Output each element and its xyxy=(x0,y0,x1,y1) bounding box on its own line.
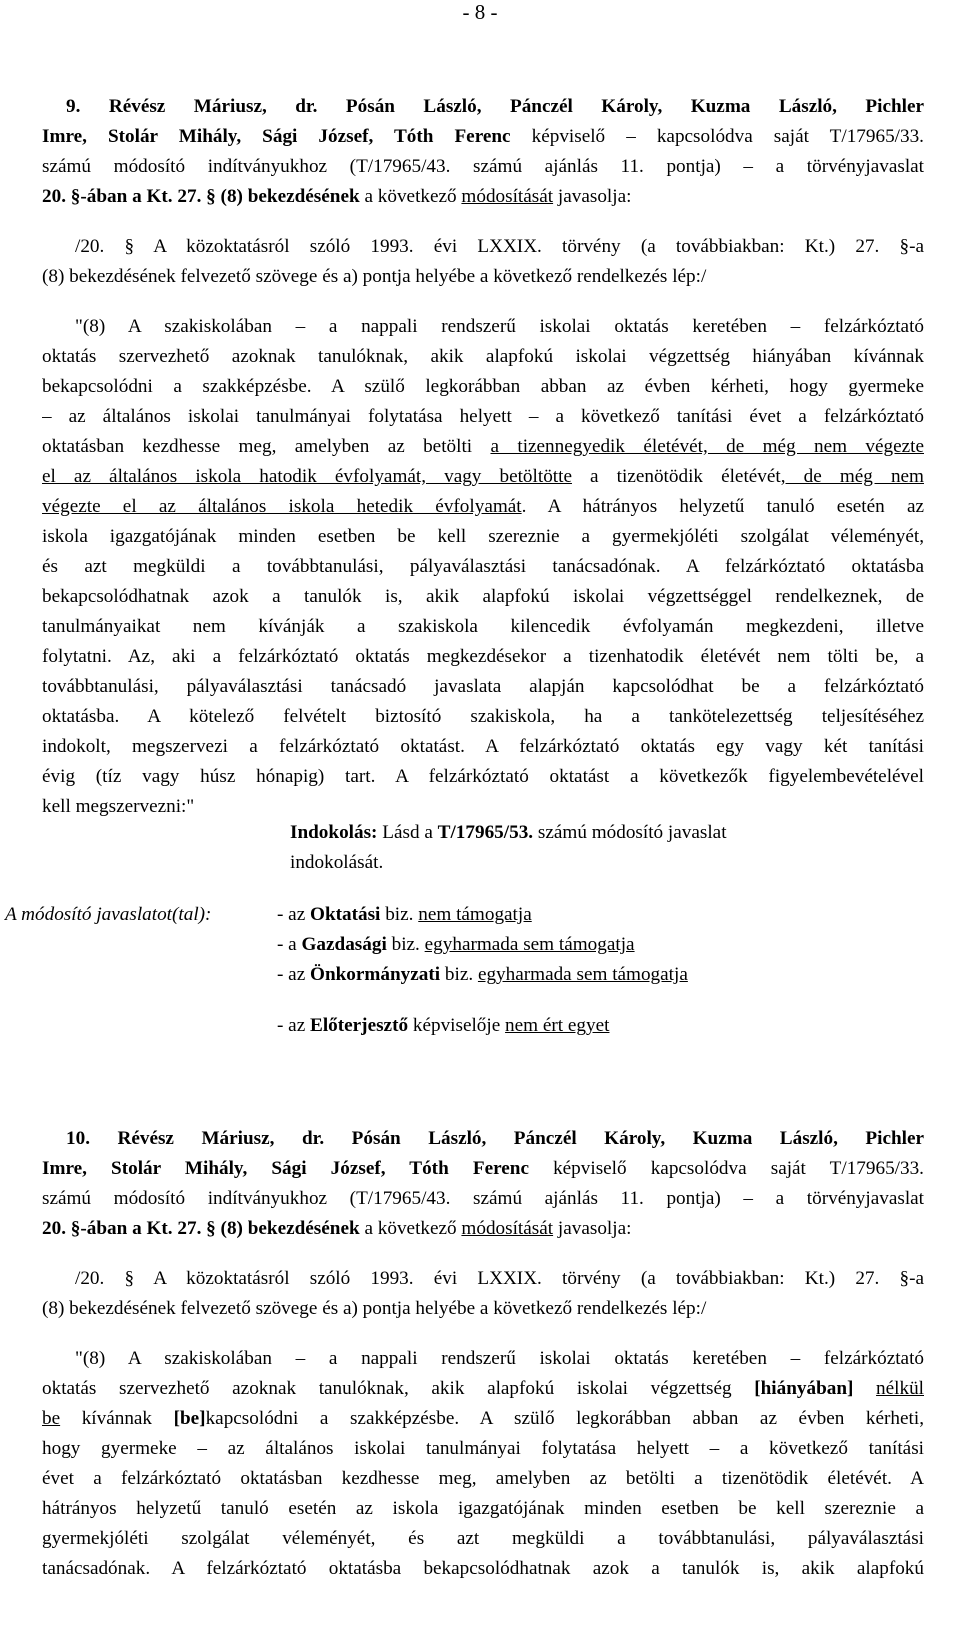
item-number: 9. xyxy=(66,96,81,117)
committee-vote: - a Gazdasági biz. egyharmada sem támogatja xyxy=(277,934,635,955)
amended-provision-line-2: (8) bekezdésének felvezető szövege és a) pontja helyébe a következő rendelkezés lép:/ xyxy=(42,1298,707,1319)
body-line: bekapcsolódhatnak azok a tanulók is, akik alapfokú iskolai végzettséggel rendelkeznek, de xyxy=(42,586,924,607)
body-line: folytatni. Az, aki a felzárkóztató oktatás megkezdésekor a tizenhatodik életévét nem tölti be, a xyxy=(42,646,924,667)
amended-provision-line-1: /20. § A közoktatásról szóló 1993. évi LXXIX. törvény (a továbbiakban: Kt.) 27. §-a xyxy=(75,236,924,257)
heading-line-2: Imre, Stolár Mihály, Sági József, Tóth Ferenc képviselő kapcsolódva saját T/17965/33. xyxy=(42,1158,924,1179)
committee-vote: - az Önkormányzati biz. egyharmada sem támogatja xyxy=(277,964,688,985)
authors: Imre, Stolár Mihály, Sági József, Tóth Ferenc xyxy=(42,1158,529,1179)
body-line: oktatás szervezhető azoknak tanulóknak, akik alapfokú iskolai végzettség [hiányában] nélkül xyxy=(42,1378,924,1399)
body-line: "(8) A szakiskolában – a nappali rendszerű iskolai oktatás keretében – felzárkóztató xyxy=(75,316,924,337)
body-line: továbbtanulási, pályaválasztási tanácsadó javaslata alapján kapcsolódhat be a felzárkóztató xyxy=(42,676,924,697)
body-line: tanulmányaikat nem kívánják a szakiskola kilencedik évfolyamán megkezdeni, illetve xyxy=(42,616,924,637)
body-line: oktatás szervezhető azoknak tanulóknak, akik alapfokú iskolai végzettség hiányában kívánnak xyxy=(42,346,924,367)
body-line: "(8) A szakiskolában – a nappali rendszerű iskolai oktatás keretében – felzárkóztató xyxy=(75,1348,924,1369)
item-number: 10. xyxy=(66,1128,90,1149)
section-reference: 20. §-ában a Kt. 27. § (8) bekezdésének xyxy=(42,186,360,207)
body-line: évet a felzárkóztató oktatásban kezdhesse meg, amelyben az betölti a tizenötödik életévét. A xyxy=(42,1468,924,1489)
amended-provision-line-1: /20. § A közoktatásról szóló 1993. évi LXXIX. törvény (a továbbiakban: Kt.) 27. §-a xyxy=(75,1268,924,1289)
justification: Indokolás: Lásd a T/17965/53. számú módosító javaslat xyxy=(290,822,727,843)
body-line: el az általános iskola hatodik évfolyamát, vagy betöltötte a tizenötödik életévét, de még nem xyxy=(42,466,924,487)
body-line: gyermekjóléti szolgálat véleményét, és azt megküldi a továbbtanulási, pályaválasztási xyxy=(42,1528,924,1549)
authors: Révész Máriusz, dr. Pósán László, Pánczél Károly, Kuzma László, Pichler xyxy=(108,96,924,117)
heading-line-1 xyxy=(66,92,924,122)
section-reference: 20. §-ában a Kt. 27. § (8) bekezdésének xyxy=(42,1218,360,1239)
heading-line-3: számú módosító indítványukhoz (T/17965/43. számú ajánlás 11. pontja) – a törvényjavaslat xyxy=(42,1188,924,1209)
body-line: indokolt, megszervezi a felzárkóztató oktatást. A felzárkóztató oktatás egy vagy két tanítási xyxy=(42,736,924,757)
authors: Révész Máriusz, dr. Pósán László, Pánczél Károly, Kuzma László, Pichler xyxy=(117,1128,924,1149)
heading-line-3: számú módosító indítványukhoz (T/17965/43. számú ajánlás 11. pontja) – a törvényjavaslat xyxy=(42,156,924,177)
heading-line-1 xyxy=(66,1124,924,1154)
body-line: hogy gyermeke – az általános iskolai tanulmányai folytatása helyett – a következő tanítási xyxy=(42,1438,924,1459)
body-line: oktatásban kezdhesse meg, amelyben az betölti a tizennegyedik életévét, de még nem végezte xyxy=(42,436,924,457)
body-line: be kívánnak [be]kapcsolódni a szakképzésbe. A szülő legkorábban abban az évben kérheti, xyxy=(42,1408,924,1429)
authors: Imre, Stolár Mihály, Sági József, Tóth Ferenc xyxy=(42,126,511,147)
justification-line-2: indokolását. xyxy=(290,852,384,873)
body-line: bekapcsolódni a szakképzésbe. A szülő legkorábban abban az évben kérheti, hogy gyermeke xyxy=(42,376,924,397)
page-number: - 8 - xyxy=(462,0,498,24)
body-line: kell megszervezni:" xyxy=(42,796,195,817)
heading-line-2: Imre, Stolár Mihály, Sági József, Tóth Ferenc képviselő – kapcsolódva saját T/17965/33. xyxy=(42,126,924,147)
heading-line-4: 20. §-ában a Kt. 27. § (8) bekezdésének a következő módosítását javasolja: xyxy=(42,1218,632,1239)
body-line: és azt megküldi a továbbtanulási, pályaválasztási tanácsadónak. A felzárkóztató oktatásba xyxy=(42,556,924,577)
heading-line-4: 20. §-ában a Kt. 27. § (8) bekezdésének a következő módosítását javasolja: xyxy=(42,186,632,207)
amended-provision-line-2: (8) bekezdésének felvezető szövege és a) pontja helyébe a következő rendelkezés lép:/ xyxy=(42,266,707,287)
committee-vote: - az Oktatási biz. nem támogatja xyxy=(277,904,532,925)
body-line: évig (tíz vagy húsz hónapig) tart. A felzárkóztató oktatást a következők figyelembevételével xyxy=(42,766,924,787)
body-line: tanácsadónak. A felzárkóztató oktatásba bekapcsolódhatnak azok a tanulók is, akik alapfokú xyxy=(42,1558,924,1579)
body-line: iskola igazgatójának minden esetben be kell szereznie a gyermekjóléti szolgálat véleményét, xyxy=(42,526,924,547)
vote-label: A módosító javaslatot(tal): xyxy=(5,904,212,925)
body-line: végezte el az általános iskola hetedik évfolyamát. A hátrányos helyzetű tanuló esetén az xyxy=(42,496,924,517)
body-line: – az általános iskolai tanulmányai folytatása helyett – a következő tanítási évet a felzárkóztató xyxy=(42,406,924,427)
body-line: oktatásba. A kötelező felvételt biztosító szakiskola, ha a tankötelezettség teljesítéséhez xyxy=(42,706,924,727)
body-line: hátrányos helyzetű tanuló esetén az iskola igazgatójának minden esetben be kell szereznie a xyxy=(42,1498,924,1519)
presenter-vote: - az Előterjesztő képviselője nem ért egyet xyxy=(277,1015,610,1036)
